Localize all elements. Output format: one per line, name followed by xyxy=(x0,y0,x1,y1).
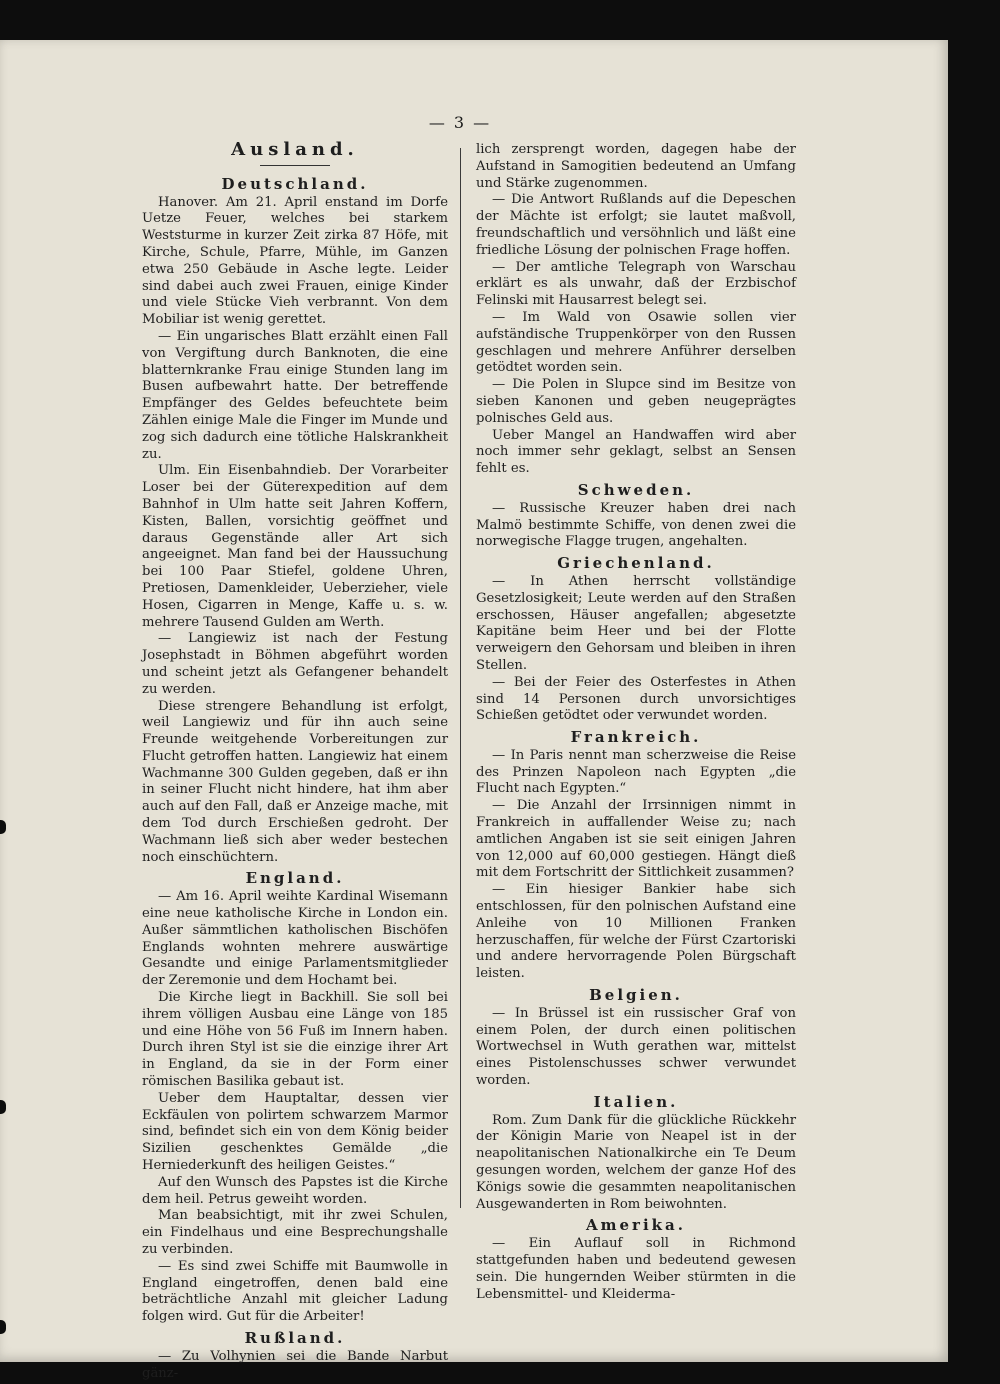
article-paragraph: — Ein hiesiger Bankier habe sich entschlossen, für den polnischen Aufstand eine Anleihe von 10 Millionen Franken herzuschaffen, für welche der Fürst Czartoriski und andere hervorragende Polen Bürgschaft leisten. xyxy=(476,882,796,982)
article-paragraph: — Bei der Feier des Osterfestes in Athen sind 14 Personen durch unvorsichtiges Schießen getödtet oder verwundet worden. xyxy=(476,674,796,724)
country-heading: Rußland. xyxy=(244,1328,346,1347)
binder-hole xyxy=(0,820,6,834)
article-paragraph: lich zersprengt worden, dagegen habe der Aufstand in Samogitien bedeutend an Umfang und Stärke zugenommen. xyxy=(476,142,796,191)
article-paragraph: — Die Anzahl der Irrsinnigen nimmt in Frankreich in auffallender Weise zu; nach amtlichen Angaben ist sie seit einigen Jahren von 12,000 auf 60,000 gestiegen. Hängt dieß mit dem Fortschritt der Sittlichkeit zusammen? xyxy=(476,798,796,881)
article-paragraph: Auf den Wunsch des Papstes ist die Kirche dem heil. Petrus geweiht worden. xyxy=(142,1174,448,1207)
article-paragraph: — Ein Auflauf soll in Richmond stattgefunden haben und bedeutend gewesen sein. Die hungernden Weiber stürmten in die Lebensmittel- und Kleiderma- xyxy=(476,1236,796,1302)
article-paragraph: — Es sind zwei Schiffe mit Baumwolle in England eingetroffen, denen bald eine beträchtliche Anzahl mit gleicher Ladung folgen wird. Gut für die Arbeiter! xyxy=(142,1258,448,1325)
section-divider xyxy=(260,165,330,166)
article-paragraph: Hanover. Am 21. April enstand im Dorfe Uetze Feuer, welches bei starkem Weststurme in kurzer Zeit zirka 87 Höfe, mit Kirche, Schule, Pfarre, Mühle, im Ganzen etwa 250 Gebäude in Asche legte. Leider sind dabei auch zwei Frauen, einige Kinder und viele Stücke Vieh verbrannt. Von dem Mobiliar ist wenig gerettet. xyxy=(142,194,448,328)
article-paragraph: Man beabsichtigt, mit ihr zwei Schulen, ein Findelhaus und eine Besprechungshalle zu verbinden. xyxy=(142,1208,448,1257)
country-heading: Deutschland. xyxy=(221,174,369,193)
article-paragraph: Diese strengere Behandlung ist erfolgt, weil Langiewiz und für ihn auch seine Freunde weitgehende Vorbereitungen zur Flucht getroffen hatten. Langiewiz hat einem Wachmanne 300 Gulden gegeben, daß er ihn in seiner Flucht nicht hindere, hat ihm aber auch auf den Fall, daß er Anzeige mache, mit dem Tod durch Erschießen gedroht. Der Wachmann ließ sich aber weder bestechen noch einschüchtern. xyxy=(142,698,448,865)
section-title: Ausland. xyxy=(231,139,359,160)
article-paragraph: — Ein ungarisches Blatt erzählt einen Fall von Vergiftung durch Banknoten, die eine blatternkranke Frau einige Stunden lang im Busen aufbewahrt hatte. Der betreffende Empfänger des Geldes befeuchtete beim Zählen einige Male die Finger im Munde und zog sich dadurch eine tötliche Halskrankheit zu. xyxy=(142,328,448,462)
article-paragraph: Rom. Zum Dank für die glückliche Rückkehr der Königin Marie von Neapel ist in der neapolitanischen Nationalkirche ein Te Deum gesungen worden, welchem der ganze Hof des Königs sowie die gesammten neapolitanischen Ausgewanderten in Rom beiwohnten. xyxy=(476,1112,796,1212)
article-paragraph: Die Kirche liegt in Backhill. Sie soll bei ihrem völligen Ausbau eine Länge von 185 und eine Höhe von 56 Fuß im Innern haben. Durch ihren Styl ist sie die einzige ihrer Art in England, da sie in der Form einer römischen Basilika gebaut ist. xyxy=(142,990,448,1090)
country-heading: Schweden. xyxy=(577,480,695,499)
country-heading: England. xyxy=(245,869,345,888)
article-paragraph: — Langiewiz ist nach der Festung Josephstadt in Böhmen abgeführt worden und scheint jetzt als Gefangener behandelt zu werden. xyxy=(142,631,448,697)
page-number: — 3 — xyxy=(428,113,492,132)
article-paragraph: Ueber Mangel an Handwaffen wird aber noch immer sehr geklagt, selbst an Sensen fehlt es. xyxy=(476,427,796,477)
left-column-articles xyxy=(142,176,448,1383)
binder-hole xyxy=(0,1320,6,1334)
article-paragraph: Ueber dem Hauptaltar, dessen vier Eckfäulen von polirtem schwarzem Marmor sind, befindet sich ein von dem König beider Sizilien geschenktes Gemälde „die Herniederkunft des heiligen Geistes.“ xyxy=(142,1090,448,1174)
article-paragraph: — Am 16. April weihte Kardinal Wisemann eine neue katholische Kirche in London ein. Außer sämmtlichen katholischen Bischöfen Englands wohnten mehrere auswärtige Gesandte und einige Parlamentsmitglieder der Zeremonie und dem Hochamt bei. xyxy=(142,889,448,989)
binder-hole xyxy=(0,1100,6,1114)
column-divider xyxy=(460,148,461,1208)
article-paragraph: — In Athen herrscht vollständige Gesetzlosigkeit; Leute werden auf den Straßen erschossen, Häuser angefallen; abgesetzte Kapitäne beim Heer und bei der Flotte verweigern den Gehorsam und bleiben in ihren Stellen. xyxy=(476,573,796,673)
article-paragraph: — Der amtliche Telegraph von Warschau erklärt es als unwahr, daß der Erzbischof Felinski mit Hausarrest belegt sei. xyxy=(476,259,796,309)
country-heading: Amerika. xyxy=(586,1216,686,1235)
article-paragraph: — Im Wald von Osawie sollen vier aufständische Truppenkörper von den Russen geschlagen und mehrere Anführer derselben getödtet worden sein. xyxy=(476,309,796,376)
article-paragraph: — Russische Kreuzer haben drei nach Malmö bestimmte Schiffe, von denen zwei die norwegische Flagge trugen, angehalten. xyxy=(476,500,796,550)
country-heading: Italien. xyxy=(593,1092,679,1111)
right-column-articles xyxy=(476,142,796,1303)
left-column xyxy=(142,139,448,1382)
article-paragraph: — In Brüssel ist ein russischer Graf von einem Polen, der durch einen politischen Wortwechsel in Wuth gerathen war, mittelst eines Pistolenschusses schwer verwundet worden. xyxy=(476,1005,796,1089)
country-heading: Frankreich. xyxy=(570,728,702,747)
country-heading: Griechenland. xyxy=(557,554,715,573)
article-paragraph: — In Paris nennt man scherzweise die Reise des Prinzen Napoleon nach Egypten „die Flucht nach Egypten.“ xyxy=(476,747,796,797)
article-paragraph: — Die Polen in Slupce sind im Besitze von sieben Kanonen und geben neugeprägtes polnisches Geld aus. xyxy=(476,377,796,426)
country-heading: Belgien. xyxy=(589,986,683,1005)
article-paragraph: Ulm. Ein Eisenbahndieb. Der Vorarbeiter Loser bei der Güterexpedition auf dem Bahnhof in Ulm hatte seit Jahren Koffern, Kisten, Ballen, vorsichtig geöffnet und daraus Gegenstände aller Art sich angeeignet. Man fand bei der Haussuchung bei 100 Paar Stiefel, goldene Uhren, Pretiosen, Damenkleider, Ueberzieher, viele Hosen, Cigarren in Menge, Kaffe u. s. w. mehrere Tausend Gulden am Werth. xyxy=(142,463,448,630)
article-paragraph: — Zu Volhynien sei die Bande Narbut gänz- xyxy=(142,1348,448,1381)
right-column xyxy=(476,142,796,1303)
article-paragraph: — Die Antwort Rußlands auf die Depeschen der Mächte ist erfolgt; sie lautet maßvoll, freundschaftlich und versöhnlich und läßt eine friedliche Lösung der polnischen Frage hoffen. xyxy=(476,192,796,258)
